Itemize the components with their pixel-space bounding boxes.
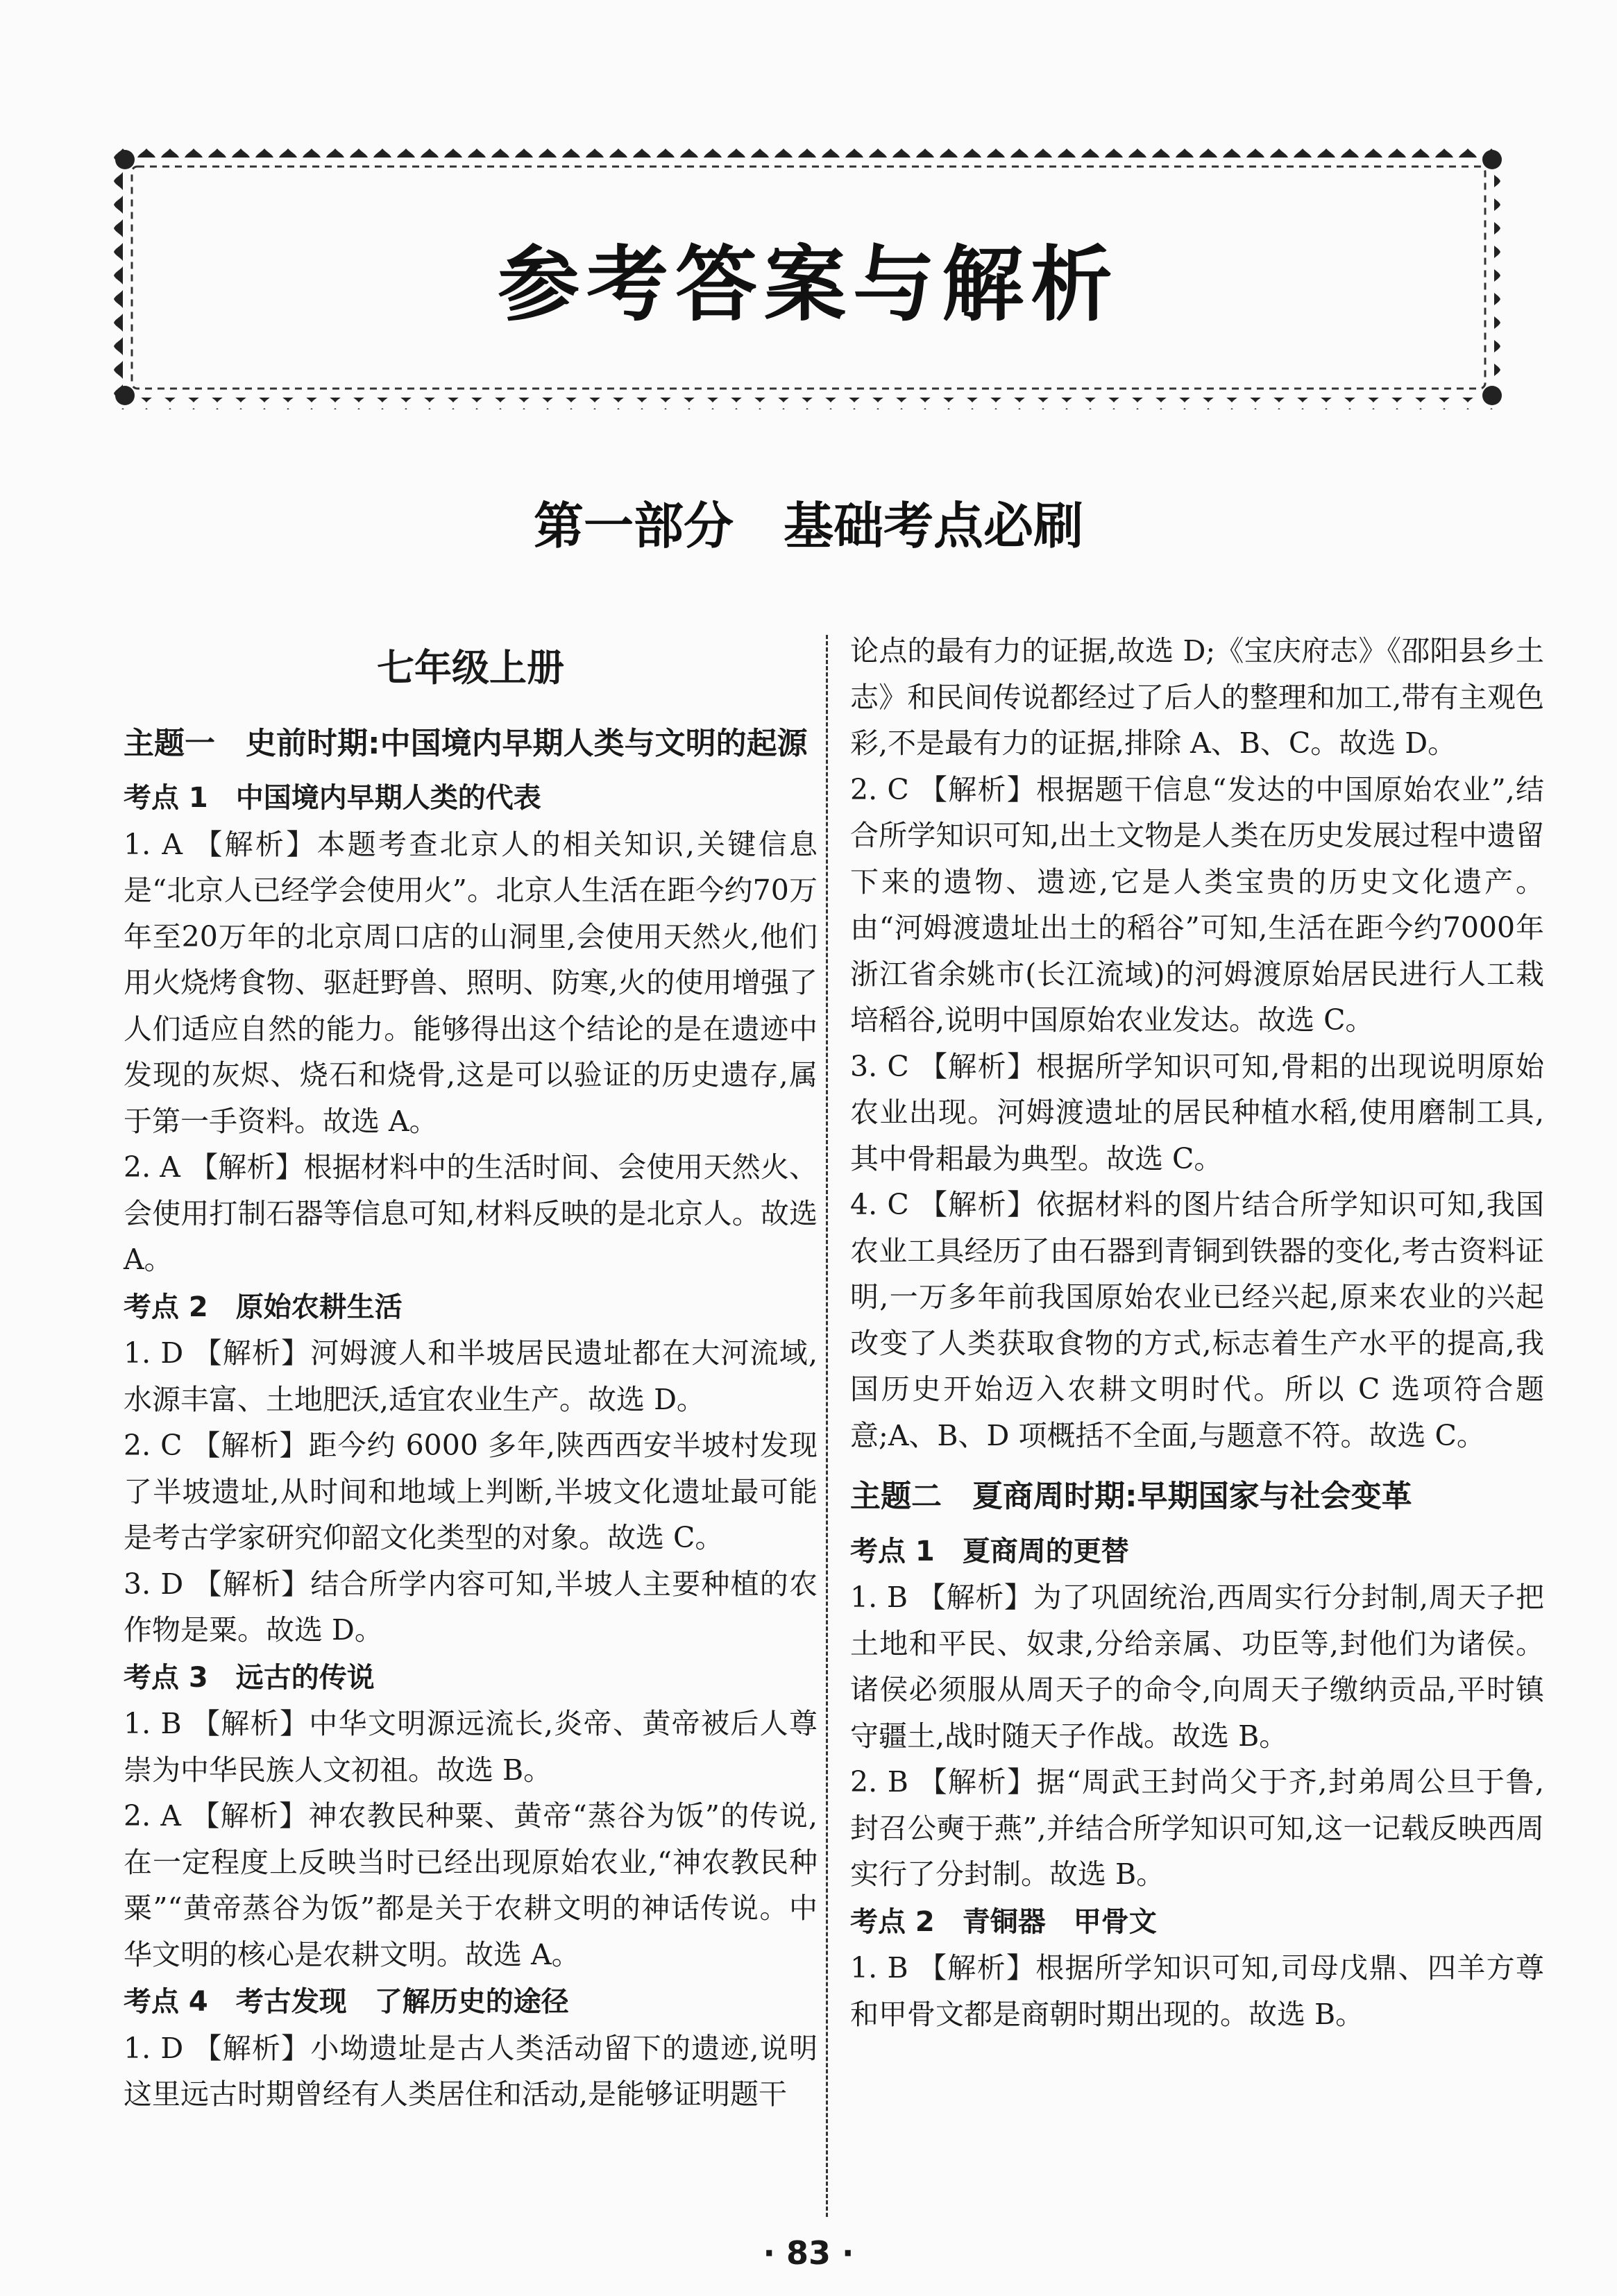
- page-number: · 83 ·: [763, 2234, 854, 2272]
- topic2-point2-title: 考点 2 青铜器 甲骨文: [850, 1905, 1157, 1938]
- topic2-point1-title: 考点 1 夏商周的更替: [850, 1535, 1129, 1567]
- topic2-point1-answer-1: 1. B 【解析】为了巩固统治,西周实行分封制,周天子把土地和平民、奴隶,分给亲属、功臣等,封他们为诸侯。诸侯必须服从周天子的命令,向周天子缴纳贡品,平时镇守疆土,战时随天子作战。故选 B。: [850, 1581, 1544, 1753]
- topic-1-title: 主题一 史前时期:中国境内早期人类与文明的起源: [124, 725, 808, 761]
- topic-2-title: 主题二 夏商周时期:早期国家与社会变革: [850, 1479, 1412, 1514]
- topic1-point4-answer-1: 1. D 【解析】小坳遗址是古人类活动留下的遗迹,说明这里远古时期曾经有人类居住和活动,是能够证明题干: [124, 2031, 818, 2111]
- topic1-point2-answer-1: 1. D 【解析】河姆渡人和半坡居民遗址都在大河流域,水源丰富、土地肥沃,适宜农业生产。故选 D。: [124, 1336, 818, 1416]
- topic1-point3-answer-2: 2. A 【解析】神农教民种粟、黄帝“蒸谷为饭”的传说,在一定程度上反映当时已经出现原始农业,“神农教民种粟”“黄帝蒸谷为饭”都是关于农耕文明的神话传说。中华文明的核心是农耕文明。故选 A。: [124, 1799, 818, 1971]
- topic1-point2-title: 考点 2 原始农耕生活: [124, 1291, 403, 1323]
- topic1-point4-answer-1-continued: 论点的最有力的证据,故选 D;《宝庆府志》《邵阳县乡土志》和民间传说都经过了后人的整理和加工,带有主观色彩,不是最有力的证据,排除 A、B、C。故选 D。: [850, 634, 1544, 760]
- topic1-point4-answer-3: 3. C 【解析】根据所学知识可知,骨耜的出现说明原始农业出现。河姆渡遗址的居民种植水稻,使用磨制工具,其中骨耜最为典型。故选 C。: [850, 1049, 1544, 1175]
- topic1-point4-answer-4: 4. C 【解析】依据材料的图片结合所学知识可知,我国农业工具经历了由石器到青铜到铁器的变化,考古资料证明,一万多年前我国原始农业已经兴起,原来农业的兴起改变了人类获取食物的方式,标志着生产水平的提高,我国历史开始迈入农耕文明时代。所以 C 选项符合题意;A、B、D 项概括不全面,与题意不符。故选 C。: [850, 1188, 1544, 1452]
- left-column: [124, 611, 818, 2118]
- topic2-point1-answer-2: 2. B 【解析】据“周武王封尚父于齐,封弟周公旦于鲁,封召公奭于燕”,并结合所学知识可知,这一记载反映西周实行了分封制。故选 B。: [850, 1765, 1544, 1891]
- topic2-point2-answer-1: 1. B 【解析】根据所学知识可知,司母戊鼎、四羊方尊和甲骨文都是商朝时期出现的。故选 B。: [850, 1951, 1544, 2031]
- topic1-point3-title: 考点 3 远古的传说: [124, 1661, 375, 1694]
- grade-title: 七年级上册: [377, 646, 564, 690]
- topic1-point1-title: 考点 1 中国境内早期人类的代表: [124, 782, 541, 814]
- banner-title: 参考答案与解析: [497, 237, 1119, 332]
- part-title: 第一部分 基础考点必刷: [533, 497, 1083, 555]
- topic1-point2-answer-3: 3. D 【解析】结合所学内容可知,半坡人主要种植的农作物是粟。故选 D。: [124, 1567, 818, 1647]
- topic1-point4-title: 考点 4 考古发现 了解历史的途径: [124, 1986, 569, 2018]
- topic1-point3-answer-1: 1. B 【解析】中华文明源远流长,炎帝、黄帝被后人尊崇为中华民族人文初祖。故选 B。: [124, 1707, 818, 1787]
- title-banner: [111, 146, 1506, 409]
- topic1-point1-answer-1: 1. A 【解析】本题考查北京人的相关知识,关键信息是“北京人已经学会使用火”。北京人生活在距今约70万年至20万年的北京周口店的山洞里,会使用天然火,他们用火烧烤食物、驱赶野兽、照明、防寒,火的使用增强了人们适应自然的能力。能够得出这个结论的是在遗迹中发现的灰烬、烧石和烧骨,这是可以验证的历史遗存,属于第一手资料。故选 A。: [124, 827, 818, 1138]
- topic1-point1-answer-2: 2. A 【解析】根据材料中的生活时间、会使用天然火、会使用打制石器等信息可知,材料反映的是北京人。故选 A。: [124, 1150, 818, 1276]
- column-divider: [826, 635, 828, 2217]
- topic1-point4-answer-2: 2. C 【解析】根据题干信息“发达的中国原始农业”,结合所学知识可知,出土文物是人类在历史发展过程中遗留下来的遗物、遗迹,它是人类宝贵的历史文化遗产。由“河姆渡遗址出土的稻谷”可知,生活在距今约7000年浙江省余姚市(长江流域)的河姆渡原始居民进行人工栽培稻谷,说明中国原始农业发达。故选 C。: [850, 772, 1544, 1037]
- topic1-point2-answer-2: 2. C 【解析】距今约 6000 多年,陕西西安半坡村发现了半坡遗址,从时间和地域上判断,半坡文化遗址最可能是考古学家研究仰韶文化类型的对象。故选 C。: [124, 1429, 818, 1554]
- right-column: [850, 628, 1544, 2037]
